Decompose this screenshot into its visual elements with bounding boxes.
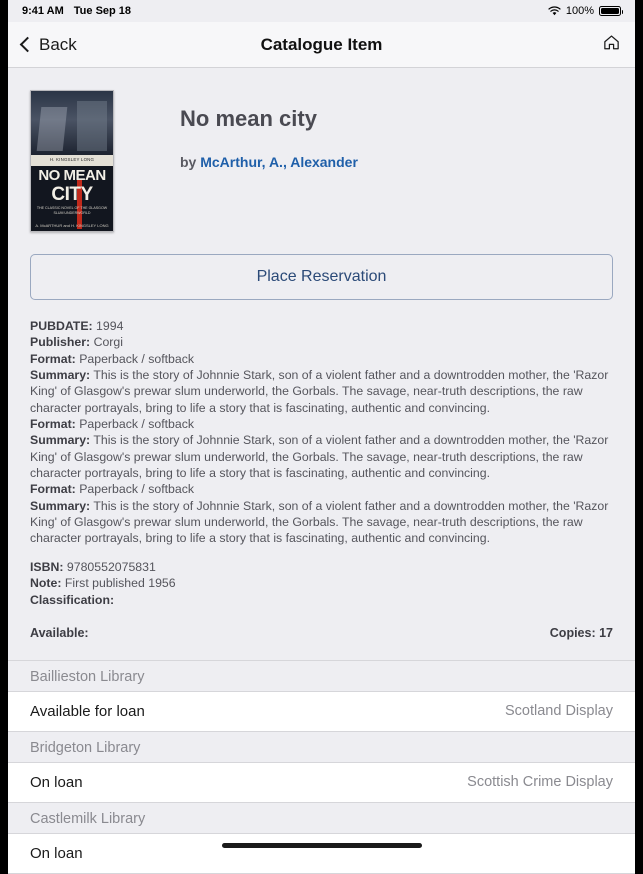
- branch-status: On loan: [30, 773, 83, 791]
- detail-isbn: [30, 559, 613, 575]
- status-bar-right: [548, 5, 621, 17]
- detail-summary-1: [30, 367, 613, 416]
- availability-summary-row: [8, 626, 635, 640]
- branch-status: Available for loan: [30, 702, 145, 720]
- detail-publisher: [30, 334, 613, 350]
- note-value: First published 1956: [64, 576, 176, 591]
- summary-label-1: Summary:: [30, 368, 91, 383]
- summary-value-3: This is the story of Johnnie Stark, son of a violent father and a downtrodden mother, the 'Razor King' of Glasgow's prewar slum underworld, the Gorbals. The savage, near-truth descriptions, the raw character portrayals, bring to life a story that is fascinating, authentic and convincing.: [30, 498, 609, 546]
- branch-collection: Scotland Display: [505, 703, 613, 720]
- cover-band-text: H. KINGSLEY LONG: [31, 155, 113, 166]
- isbn-value: 9780552075831: [66, 559, 156, 574]
- cover-title-line2: CITY: [51, 184, 93, 205]
- available-label: Available:: [30, 625, 89, 640]
- cover-blurb: THE CLASSIC NOVEL OF THE GLASGOW SLUM UNDERWORLD: [36, 206, 108, 215]
- note-label: Note:: [30, 576, 62, 591]
- book-cover-image: [30, 90, 114, 232]
- detail-note: [30, 575, 613, 591]
- isbn-label: ISBN:: [30, 559, 64, 574]
- back-button-label: Back: [39, 34, 77, 54]
- status-bar: [8, 0, 635, 22]
- format-value-1: Paperback / softback: [79, 351, 195, 366]
- summary-label-3: Summary:: [30, 498, 91, 513]
- status-date: Tue Sep 18: [73, 5, 132, 17]
- app-screen: [8, 0, 635, 862]
- branch-row[interactable]: [8, 691, 635, 732]
- detail-pubdate: [30, 318, 613, 334]
- status-bar-left: [22, 5, 131, 17]
- branch-header: Bridgeton Library: [8, 732, 635, 762]
- home-button[interactable]: [602, 33, 621, 57]
- format-value-2: Paperback / softback: [79, 417, 195, 432]
- battery-icon: [599, 6, 621, 16]
- back-button[interactable]: [22, 35, 77, 55]
- detail-format-1: [30, 351, 613, 367]
- format-value-3: Paperback / softback: [79, 482, 195, 497]
- branch-collection: Scottish Crime Display: [467, 774, 613, 791]
- pubdate-label: PUBDATE:: [30, 319, 93, 333]
- book-hero: [8, 68, 635, 232]
- book-heading-block: [114, 90, 358, 232]
- copies-count: Copies: 17: [549, 625, 613, 640]
- book-byline: [180, 154, 358, 170]
- detail-summary-3: [30, 498, 613, 547]
- summary-label-2: Summary:: [30, 433, 91, 448]
- detail-summary-2: [30, 432, 613, 481]
- detail-format-2: [30, 416, 613, 432]
- publisher-label: Publisher:: [30, 335, 91, 350]
- branch-availability-list: [8, 660, 635, 874]
- summary-value-1: This is the story of Johnnie Stark, son of a violent father and a downtrodden mother, the 'Razor King' of Glasgow's prewar slum underworld, the Gorbals. The savage, near-truth descriptions, the raw character portrayals, bring to life a story that is fascinating, authentic and convincing.: [30, 368, 609, 415]
- pubdate-value: 1994: [96, 319, 124, 333]
- battery-percent-label: 100%: [565, 5, 594, 17]
- chevron-left-icon: [20, 36, 36, 52]
- branch-header: Castlemilk Library: [8, 803, 635, 833]
- detail-classification: [30, 592, 613, 608]
- summary-value-2: This is the story of Johnnie Stark, son of a violent father and a downtrodden mother, the 'Razor King' of Glasgow's prewar slum underworld, the Gorbals. The savage, near-truth descriptions, the raw character portrayals, bring to life a story that is fascinating, authentic and convincing.: [30, 433, 609, 481]
- author-link[interactable]: McArthur, A., Alexander: [200, 154, 358, 170]
- format-label-2: Format:: [30, 417, 76, 432]
- cover-title-line1: NO MEAN: [38, 167, 106, 184]
- format-label-3: Format:: [30, 482, 76, 497]
- catalogue-item-content[interactable]: [8, 68, 635, 874]
- reserve-section: [8, 232, 635, 300]
- navigation-bar: [8, 22, 635, 68]
- status-time: 9:41 AM: [22, 5, 64, 17]
- branch-row[interactable]: [8, 833, 635, 874]
- home-icon: [602, 33, 621, 57]
- branch-header: Baillieston Library: [8, 661, 635, 691]
- place-reservation-button[interactable]: [30, 254, 613, 300]
- format-label-1: Format:: [30, 351, 76, 366]
- byline-prefix: by: [180, 154, 201, 170]
- place-reservation-label: Place Reservation: [256, 268, 387, 285]
- cover-author-credit: A. McARTHUR and H. KINGSLEY LONG: [35, 223, 109, 228]
- branch-status: On loan: [30, 844, 83, 862]
- book-title: No mean city: [180, 106, 317, 131]
- wifi-icon: [548, 6, 561, 16]
- publisher-value: Corgi: [93, 335, 123, 350]
- detail-format-3: [30, 481, 613, 497]
- book-details: [8, 300, 635, 608]
- branch-row[interactable]: [8, 762, 635, 803]
- classification-label: Classification:: [30, 592, 115, 607]
- page-title: Catalogue Item: [260, 34, 383, 54]
